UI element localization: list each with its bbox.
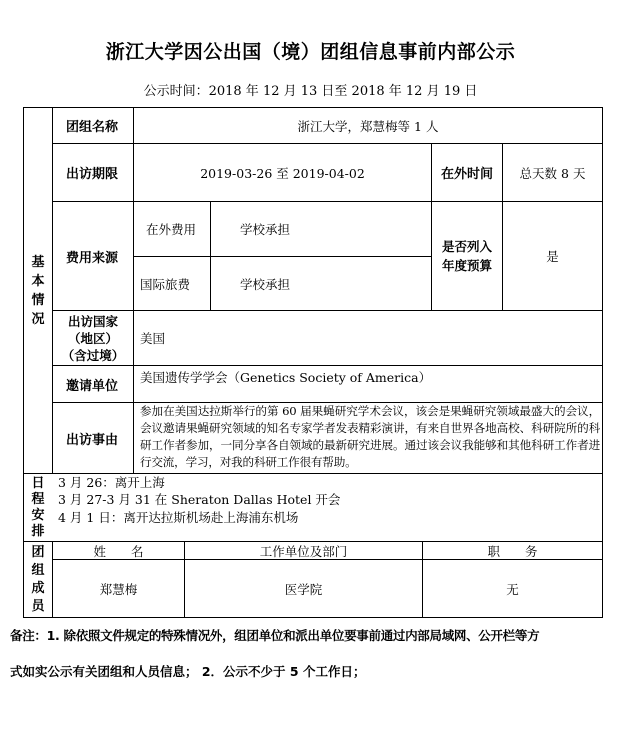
members-header-unit: 工作单位及部门 bbox=[259, 543, 348, 559]
basic-info-section-label: 基 本 情 况 bbox=[31, 254, 45, 327]
schedule-list bbox=[58, 474, 598, 540]
budget-label: 是否列入 年度预算 bbox=[441, 239, 492, 273]
schedule-item: 4 月 1 日：离开达拉斯机场赴上海浦东机场 bbox=[58, 510, 299, 525]
member-name: 郑慧梅 bbox=[99, 581, 138, 597]
fund-abroad-label: 在外费用 bbox=[146, 222, 197, 237]
page-title: 浙江大学因公出国（境）团组信息事前内部公示 bbox=[105, 41, 516, 63]
budget-value: 是 bbox=[546, 249, 559, 264]
publicity-period: 公示时间：2018 年 12 月 13 日至 2018 年 12 月 19 日 bbox=[143, 84, 478, 99]
schedule-item: 3 月 27-3 月 31 在 Sheraton Dallas Hotel 开会 bbox=[58, 492, 341, 507]
fund-travel-value: 学校承担 bbox=[240, 276, 291, 292]
members-header-position: 职 务 bbox=[487, 543, 538, 559]
members-section-label: 团 组 成 员 bbox=[31, 544, 45, 614]
inviter-value: 美国遗传学学会（Genetics Society of America） bbox=[140, 370, 432, 385]
schedule-item: 3 月 26：离开上海 bbox=[58, 475, 165, 490]
abroad-time-value: 总天数 8 天 bbox=[519, 165, 586, 181]
country-value: 美国 bbox=[140, 331, 166, 346]
fund-abroad-value: 学校承担 bbox=[240, 222, 291, 237]
group-name-value: 浙江大学，郑慧梅等 1 人 bbox=[297, 118, 439, 134]
inviter-label: 邀请单位 bbox=[66, 378, 119, 394]
fund-travel-label: 国际旅费 bbox=[140, 276, 191, 292]
abroad-time-label: 在外时间 bbox=[440, 167, 493, 182]
group-name-label: 团组名称 bbox=[66, 120, 119, 135]
footnote-line-2: 式如实公示有关团组和人员信息； 2．公示不少于 5 个工作日； bbox=[10, 664, 366, 679]
member-position: 无 bbox=[506, 581, 519, 597]
visit-reason-value: 参加在美国达拉斯举行的第 60 届果蝇研究学术会议，该会是果蝇研究领域最盛大的会议，会议邀请果蝇研究领域的知名专家学者发表精彩演讲，有来自世界各地高校、科研院所的科研工作者参加，一同分享各自领域的最新研究进展。通过该会议我能够和其他科研工作者进行交流，学习，对我的科研工作很有帮助。 bbox=[140, 404, 600, 469]
member-unit: 医学院 bbox=[284, 581, 323, 597]
visit-period-value: 2019-03-26 至 2019-04-02 bbox=[200, 165, 365, 181]
visit-period-label: 出访期限 bbox=[66, 167, 119, 182]
visit-reason-label: 出访事由 bbox=[66, 432, 119, 448]
fund-source-label: 费用来源 bbox=[66, 250, 119, 266]
members-header-name: 姓 名 bbox=[93, 543, 144, 559]
footnote-line-1: 备注：1. 除依照文件规定的特殊情况外，组团单位和派出单位要事前通过内部局域网、公开栏等方 bbox=[10, 628, 540, 643]
schedule-section-label: 日 程 安 排 bbox=[31, 475, 45, 539]
country-label: 出访国家 （地区） （含过境） bbox=[61, 313, 125, 363]
